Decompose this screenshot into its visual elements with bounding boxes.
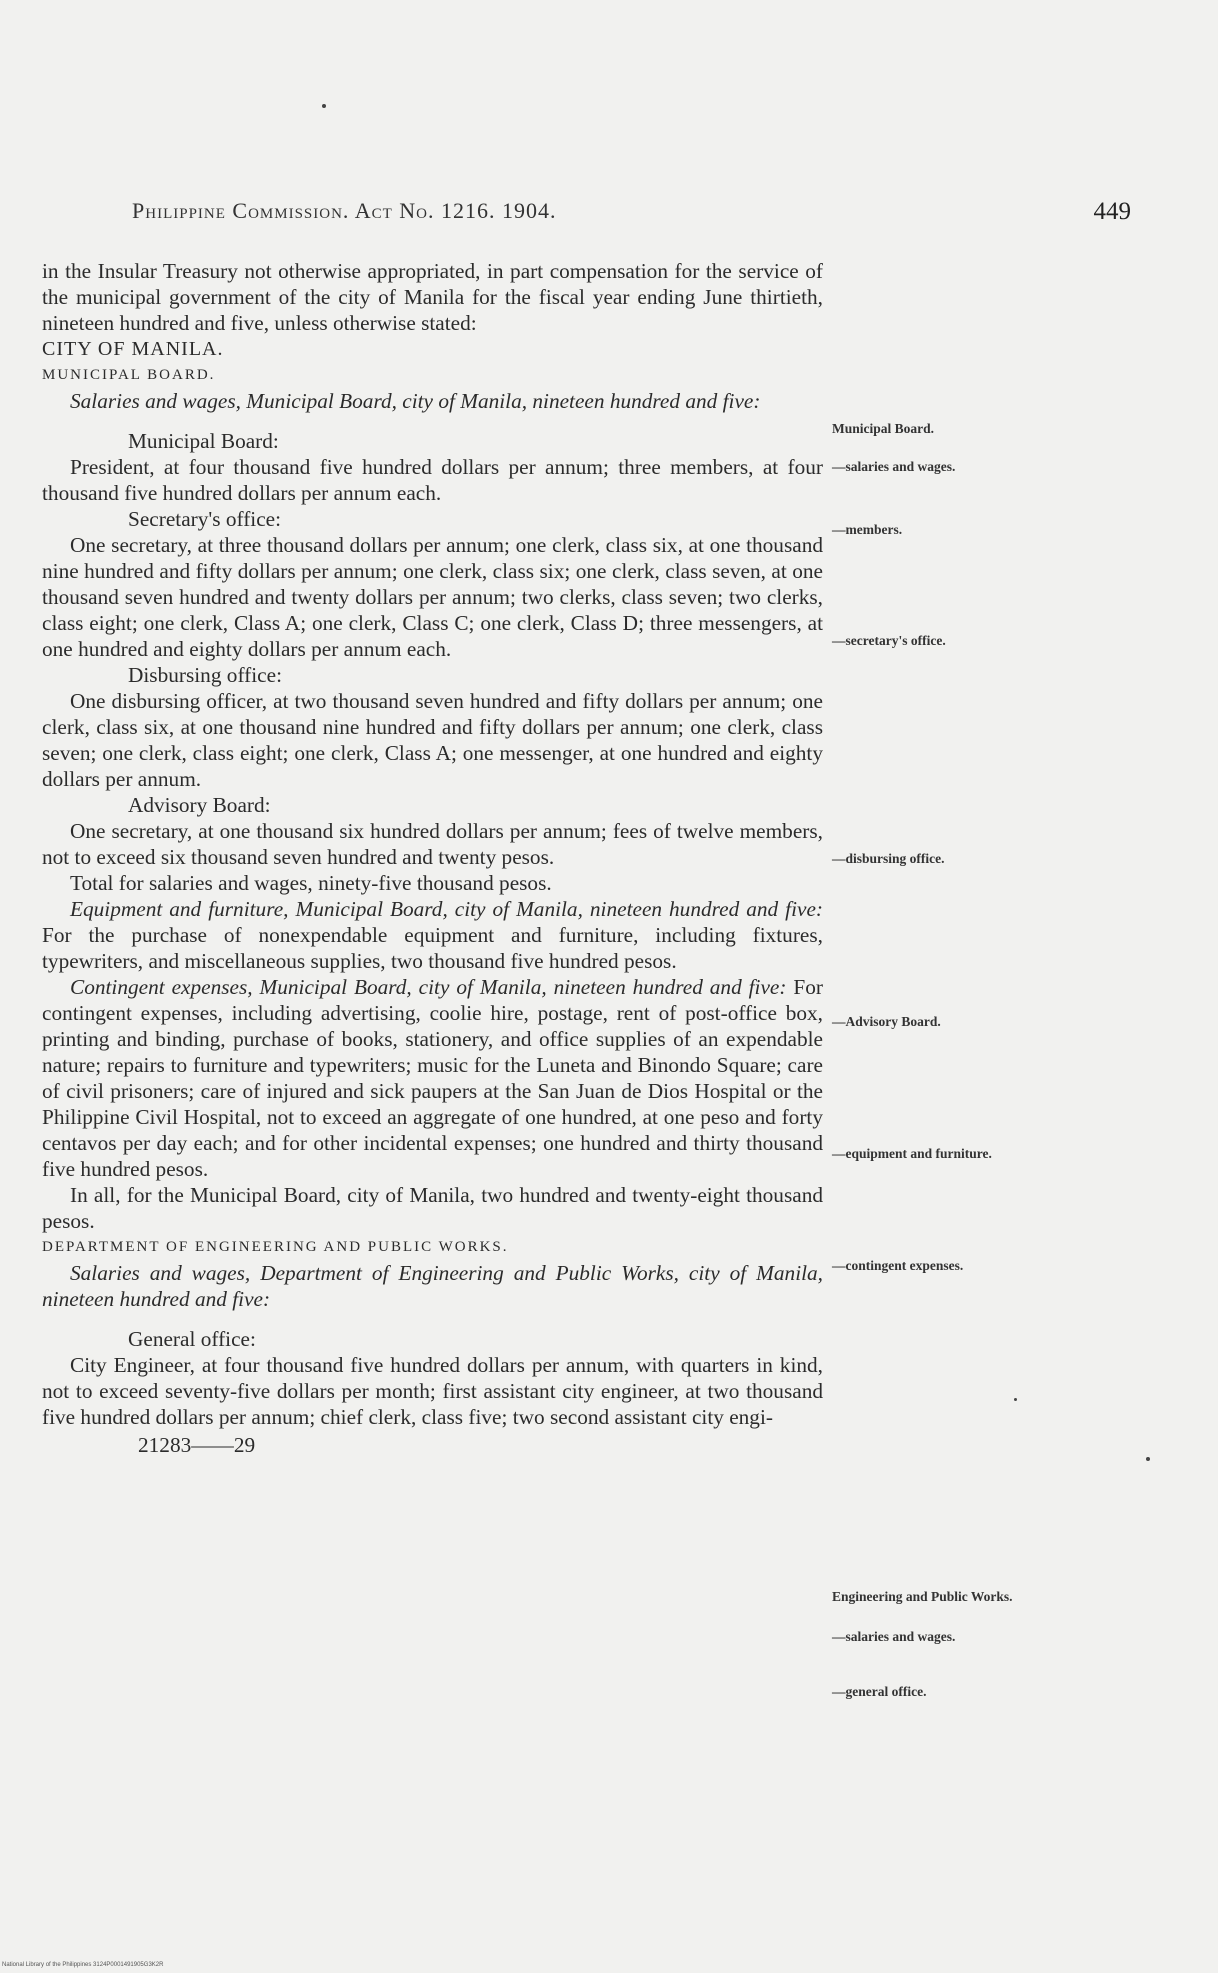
contingent-paragraph — [42, 974, 823, 1182]
board-office-text: President, at four thousand five hundred dollars per annum; three members, at four thousand five hundred dollars per annum each. — [42, 455, 823, 505]
general-label: General office: — [128, 1327, 256, 1351]
general-text: City Engineer, at four thousand five hundred dollars per annum, with quarters in kind, not to exceed seventy-five dollars per month; first assistant city engineer, at two thousand five hundred dollars per annum; chief clerk, class five; two second assistant city engi- — [42, 1353, 823, 1429]
margin-note-disbursing: —disbursing office. — [832, 851, 945, 866]
margin-note-salaries: —salaries and wages. — [832, 459, 956, 474]
total-salaries: Total for salaries and wages, ninety-five thousand pesos. — [70, 871, 552, 895]
speck — [1146, 1457, 1150, 1461]
contingent-heading: Contingent expenses, Municipal Board, city of Manila, nineteen hundred and five: — [70, 975, 787, 999]
margin-note-members: —members. — [832, 522, 903, 537]
page-number: 449 — [1093, 198, 1131, 225]
secretary-text: One secretary, at three thousand dollars per annum; one clerk, class six, at one thousand nine hundred and fifty dollars per annum; one clerk, class six; one clerk, class seven, at one thousand seven hundred and twenty dollars per annum; two clerks, class seven; two clerks, class eight; one clerk, Class A; one clerk, Class C; one clerk, Class D; three messengers, at one hundred and eighty dollars per annum each. — [42, 533, 823, 661]
header-title: Philippine Commission. Act No. 1216. 1904. — [132, 198, 557, 223]
board-title: MUNICIPAL BOARD. — [42, 367, 216, 383]
contingent-text: For contingent expenses, including advertising, coolie hire, postage, rent of post-office box, printing and binding, purchase of books, stationery, and office supplies of an expendable nature; repairs to furniture and typewriters; music for the Luneta and Binondo Square; care of civil prisoners; care of injured and sick paupers at the San Juan de Dios Hospital or the Philippine Civil Hospital, not to exceed an aggregate of one hundred, at one peso and forty centavos per day each; and for other incidental expenses; one hundred and thirty thousand five hundred pesos. — [42, 975, 823, 1181]
footer-credit: National Library of the Philippines 3124P0001491905G3K2R — [2, 1962, 164, 1968]
equipment-paragraph — [42, 896, 823, 974]
main-text — [42, 258, 823, 1458]
advisory-text: One secretary, at one thousand six hundred dollars per annum; fees of twelve members, not to exceed six thousand seven hundred and twenty pesos. — [42, 819, 823, 869]
speck — [1014, 1398, 1017, 1401]
advisory-label: Advisory Board: — [128, 793, 271, 817]
equipment-text: For the purchase of nonexpendable equipment and furniture, including fixtures, typewriters, and miscellaneous supplies, two thousand five hundred pesos. — [42, 923, 823, 973]
margin-note-municipal-board: Municipal Board. — [832, 421, 935, 436]
signature-mark: 21283——29 — [138, 1433, 256, 1457]
margin-note-secretary: —secretary's office. — [832, 633, 946, 648]
board-total: In all, for the Municipal Board, city of Manila, two hundred and twenty-eight thousand pesos. — [42, 1183, 823, 1233]
board-office-label: Municipal Board: — [128, 429, 279, 453]
disbursing-text: One disbursing officer, at two thousand seven hundred and fifty dollars per annum; one clerk, class six, at one thousand nine hundred and fifty dollars per annum; one clerk, class seven; one clerk, class eight; one clerk, Class A; one messenger, at one hundred and eighty dollars per annum. — [42, 689, 823, 791]
margin-note-eng-salaries: —salaries and wages. — [832, 1629, 956, 1644]
speck — [322, 104, 326, 108]
secretary-label: Secretary's office: — [128, 507, 282, 531]
dept-salaries-heading: Salaries and wages, Department of Engineering and Public Works, city of Manila, nineteen hundred and five: — [42, 1261, 823, 1311]
margin-note-contingent: —contingent expenses. — [832, 1258, 964, 1273]
intro-paragraph: in the Insular Treasury not otherwise appropriated, in part compensation for the service of the municipal government of the city of Manila for the fiscal year ending June thirtieth, nineteen hundred and five, unless otherwise stated: — [42, 259, 823, 335]
margin-note-equipment: —equipment and furniture. — [832, 1146, 992, 1161]
disbursing-label: Disbursing office: — [128, 663, 282, 687]
board-salaries-heading: Salaries and wages, Municipal Board, city of Manila, nineteen hundred and five: — [70, 389, 761, 413]
city-title: CITY OF MANILA. — [42, 338, 224, 360]
equipment-heading: Equipment and furniture, Municipal Board, city of Manila, nineteen hundred and five: — [70, 897, 823, 921]
running-header — [132, 198, 1131, 228]
dept-title: DEPARTMENT OF ENGINEERING AND PUBLIC WORKS. — [42, 1239, 509, 1255]
margin-note-general-office: —general office. — [832, 1684, 927, 1699]
margin-note-advisory: —Advisory Board. — [832, 1014, 941, 1029]
margin-note-engineering: Engineering and Public Works. — [832, 1589, 1013, 1604]
